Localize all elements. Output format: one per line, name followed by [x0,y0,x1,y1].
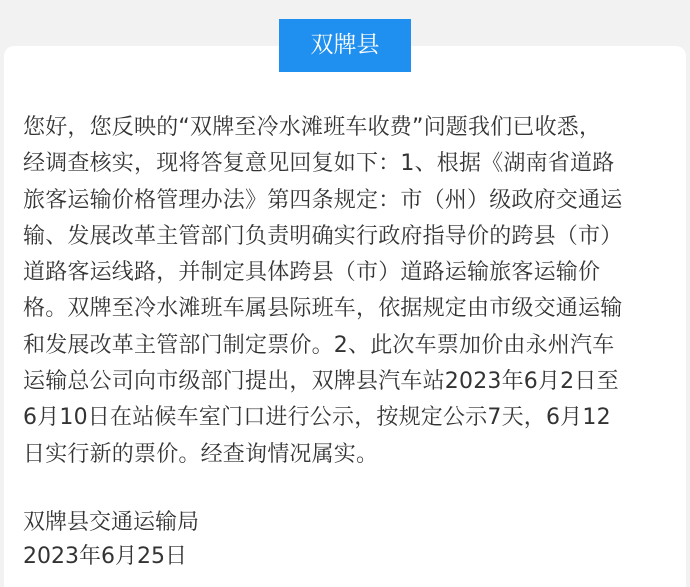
county-tag: 双牌县 [279,19,411,72]
signature-organization: 双牌县交通运输局 [23,510,200,535]
reply-body-text: 您好，您反映的“双牌至冷水滩班车收费”问题我们已收悉， 经调查核实，现将答复意见回复如下：1、根据《湖南省道路 旅客运输价格管理办法》第四条规定：市（州）级政府交通运 输、发展改革主管部门负责明确实行政府指导价的跨县（市） 道路客运线路，并制定具体跨县（市）道路运输旅客运输价 格。双牌至冷水滩班车属县际班车，依据规定由市级交通运输 和发展改革主管部门制定票价。2、此次车票加价由永州汽车 运输总公司向市级部门提出，双牌县汽车站2023年6月2日至 6月10日在站候车室门口进行公示，按规定公示7天，6月12 日实行新的票价。经查询情况属实。 [23,115,623,467]
signature-date: 2023年6月25日 [23,544,187,569]
signature-block [23,506,199,574]
